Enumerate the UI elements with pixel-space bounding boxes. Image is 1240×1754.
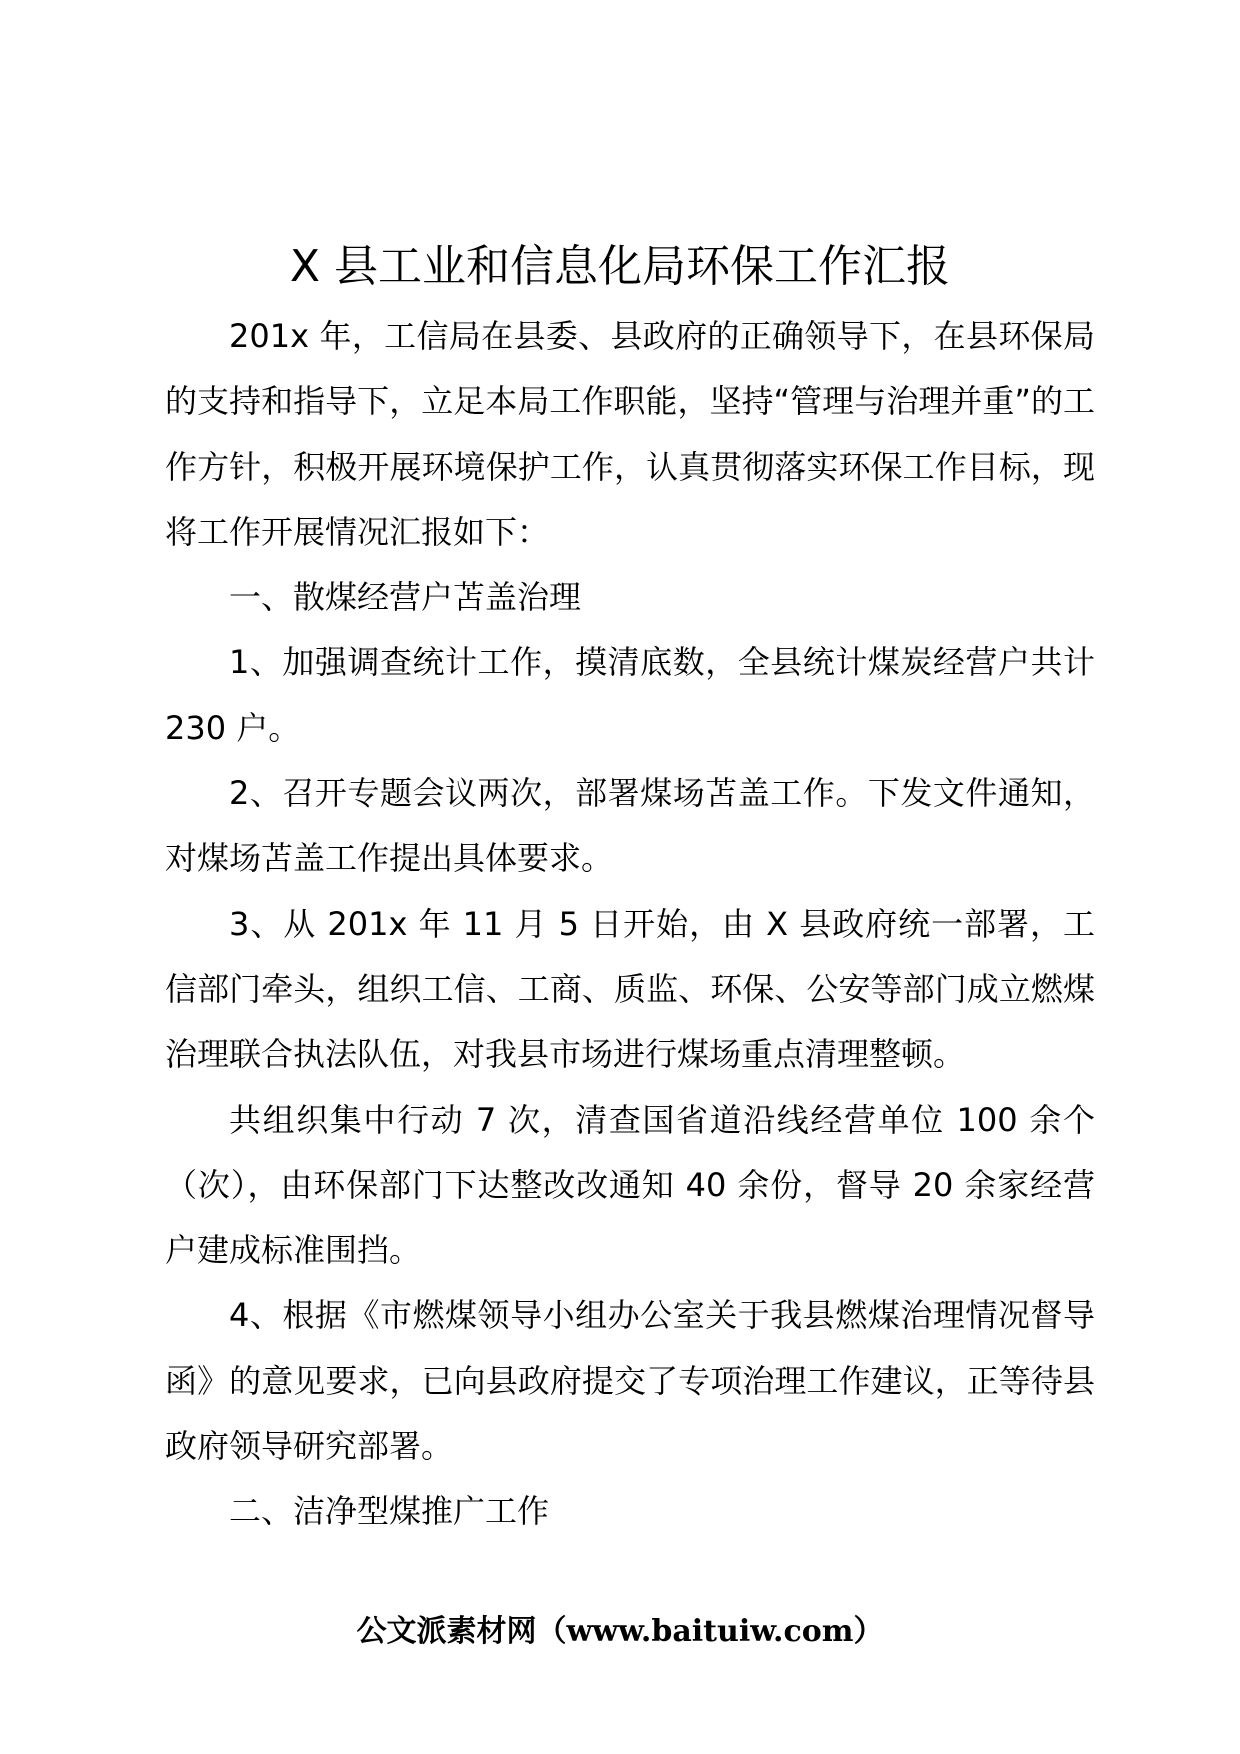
paragraph-item-3-details: 共组织集中行动 7 次，清查国省道沿线经营单位 100 余个（次），由环保部门下达整改改通知 40 余份，督导 20 余家经营户建成标准围挡。 xyxy=(165,1100,1095,1270)
section-heading-2: 二、洁净型煤推广工作 xyxy=(229,1492,550,1531)
document-body xyxy=(165,304,1095,1545)
paragraph-item-3: 3、从 201x 年 11 月 5 日开始，由 X 县政府统一部署，工信部门牵头，组织工信、工商、质监、环保、公安等部门成立燃煤治理联合执法队伍，对我县市场进行煤场重点清理整顿。 xyxy=(165,904,1095,1074)
document-title: X 县工业和信息化局环保工作汇报 xyxy=(289,241,951,292)
paragraph-item-4: 4、根据《市燃煤领导小组办公室关于我县燃煤治理情况督导函》的意见要求，已向县政府提交了专项治理工作建议，正等待县政府领导研究部署。 xyxy=(165,1296,1095,1466)
paragraph-item-2: 2、召开专题会议两次，部署煤场苫盖工作。下发文件通知，对煤场苫盖工作提出具体要求。 xyxy=(165,774,1095,878)
paragraph-item-1: 1、加强调查统计工作，摸清底数，全县统计煤炭经营户共计 230 户。 xyxy=(165,643,1095,747)
paragraph-intro: 201x 年，工信局在县委、县政府的正确领导下，在县环保局的支持和指导下，立足本局工作职能，坚持“管理与治理并重”的工作方针，积极开展环境保护工作，认真贯彻落实环保工作目标，现将工作开展情况汇报如下： xyxy=(165,317,1095,551)
section-heading-1: 一、散煤经营户苫盖治理 xyxy=(229,578,582,617)
footer-watermark: 公文派素材网（www.baituiw.com） xyxy=(356,1614,884,1649)
